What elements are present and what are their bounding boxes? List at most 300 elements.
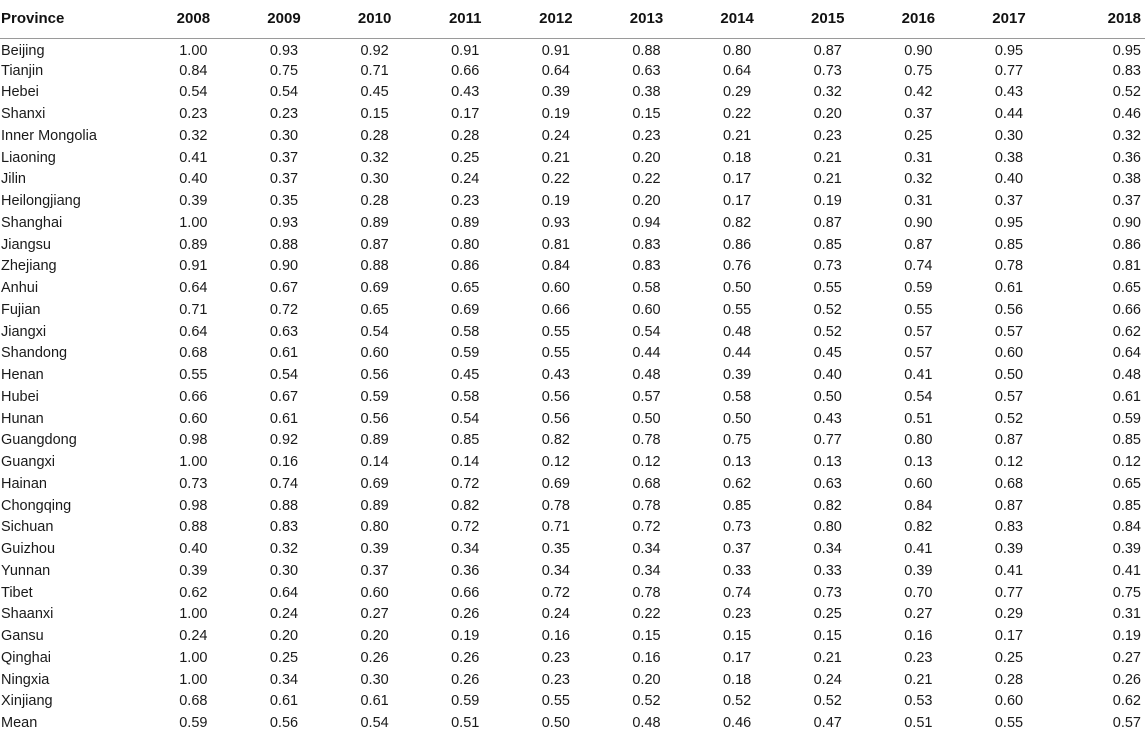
column-header-2017: 2017 bbox=[964, 0, 1055, 38]
value-cell: 0.37 bbox=[269, 171, 299, 188]
value-cell: 0.85 bbox=[451, 432, 480, 449]
value-cell: 0.85 bbox=[1112, 497, 1141, 514]
value-cell: 0.94 bbox=[632, 214, 661, 231]
value-cell: 0.12 bbox=[1112, 454, 1141, 471]
table-row bbox=[0, 495, 1145, 517]
value-cell: 0.24 bbox=[541, 127, 570, 144]
value-cell: 0.42 bbox=[904, 84, 933, 101]
value-cell: 0.90 bbox=[904, 42, 933, 59]
value-cell: 0.29 bbox=[994, 606, 1024, 623]
value-cell: 0.55 bbox=[904, 301, 933, 318]
value-cell: 0.25 bbox=[451, 149, 480, 166]
province-cell: Shanghai bbox=[1, 214, 63, 231]
value-cell: 0.41 bbox=[904, 367, 933, 384]
value-cell: 0.60 bbox=[632, 301, 661, 318]
value-cell: 0.30 bbox=[360, 171, 389, 188]
table-row bbox=[0, 169, 1145, 191]
value-cell: 0.76 bbox=[722, 258, 752, 275]
header-row bbox=[0, 0, 1145, 38]
value-cell: 0.89 bbox=[360, 497, 389, 514]
value-cell: 0.82 bbox=[541, 432, 570, 449]
value-cell: 0.52 bbox=[722, 693, 752, 710]
value-cell: 0.12 bbox=[994, 454, 1024, 471]
value-cell: 0.78 bbox=[632, 584, 661, 601]
value-cell: 0.28 bbox=[451, 127, 480, 144]
value-cell: 0.83 bbox=[632, 258, 661, 275]
value-cell: 0.73 bbox=[813, 258, 842, 275]
value-cell: 0.98 bbox=[179, 432, 208, 449]
value-cell: 0.51 bbox=[904, 410, 933, 427]
value-cell: 0.39 bbox=[179, 193, 208, 210]
value-cell: 0.48 bbox=[722, 323, 752, 340]
value-cell: 0.35 bbox=[541, 541, 570, 558]
value-cell: 0.58 bbox=[632, 280, 661, 297]
value-cell: 0.43 bbox=[994, 84, 1024, 101]
value-cell: 0.66 bbox=[179, 388, 208, 405]
value-cell: 0.64 bbox=[541, 62, 570, 79]
value-cell: 0.21 bbox=[722, 127, 752, 144]
value-cell: 0.32 bbox=[360, 149, 389, 166]
value-cell: 0.71 bbox=[541, 519, 570, 536]
province-cell: Sichuan bbox=[1, 519, 54, 536]
value-cell: 0.50 bbox=[813, 388, 842, 405]
table-row bbox=[0, 38, 1145, 60]
value-cell: 0.27 bbox=[360, 606, 389, 623]
value-cell: 0.89 bbox=[179, 236, 208, 253]
value-cell: 0.32 bbox=[179, 127, 208, 144]
value-cell: 0.63 bbox=[813, 475, 842, 492]
value-cell: 1.00 bbox=[179, 214, 208, 231]
value-cell: 0.32 bbox=[904, 171, 933, 188]
value-cell: 0.21 bbox=[813, 171, 842, 188]
value-cell: 0.68 bbox=[994, 475, 1024, 492]
value-cell: 0.84 bbox=[541, 258, 570, 275]
column-header-2010: 2010 bbox=[329, 0, 420, 38]
value-cell: 0.29 bbox=[722, 84, 752, 101]
value-cell: 0.60 bbox=[994, 693, 1024, 710]
value-cell: 0.57 bbox=[1112, 715, 1141, 732]
value-cell: 0.69 bbox=[451, 301, 480, 318]
province-cell: Liaoning bbox=[1, 149, 56, 166]
value-cell: 0.50 bbox=[632, 410, 661, 427]
value-cell: 0.69 bbox=[360, 280, 389, 297]
value-cell: 0.55 bbox=[179, 367, 208, 384]
province-cell: Zhejiang bbox=[1, 258, 57, 275]
value-cell: 0.82 bbox=[904, 519, 933, 536]
value-cell: 0.33 bbox=[722, 562, 752, 579]
value-cell: 0.63 bbox=[269, 323, 299, 340]
value-cell: 0.17 bbox=[451, 106, 480, 123]
value-cell: 0.17 bbox=[722, 649, 752, 666]
value-cell: 0.81 bbox=[541, 236, 570, 253]
column-header-2016: 2016 bbox=[873, 0, 964, 38]
value-cell: 0.40 bbox=[179, 541, 208, 558]
table-row bbox=[0, 647, 1145, 669]
value-cell: 0.88 bbox=[269, 497, 299, 514]
value-cell: 0.22 bbox=[722, 106, 752, 123]
value-cell: 0.31 bbox=[904, 149, 933, 166]
value-cell: 0.34 bbox=[813, 541, 842, 558]
value-cell: 0.25 bbox=[813, 606, 842, 623]
value-cell: 0.30 bbox=[360, 671, 389, 688]
value-cell: 0.20 bbox=[813, 106, 842, 123]
value-cell: 0.57 bbox=[904, 323, 933, 340]
value-cell: 0.39 bbox=[994, 541, 1024, 558]
province-cell: Qinghai bbox=[1, 649, 51, 666]
value-cell: 0.35 bbox=[269, 193, 299, 210]
value-cell: 0.58 bbox=[722, 388, 752, 405]
value-cell: 0.54 bbox=[269, 367, 299, 384]
value-cell: 0.87 bbox=[813, 42, 842, 59]
value-cell: 0.55 bbox=[813, 280, 842, 297]
value-cell: 0.16 bbox=[269, 454, 299, 471]
value-cell: 0.82 bbox=[451, 497, 480, 514]
value-cell: 0.85 bbox=[813, 236, 842, 253]
value-cell: 0.20 bbox=[360, 628, 389, 645]
value-cell: 0.52 bbox=[813, 323, 842, 340]
value-cell: 0.23 bbox=[269, 106, 299, 123]
value-cell: 0.34 bbox=[451, 541, 480, 558]
table-body bbox=[0, 38, 1145, 734]
province-cell: Mean bbox=[1, 715, 38, 732]
value-cell: 0.19 bbox=[813, 193, 842, 210]
table-row bbox=[0, 712, 1145, 734]
value-cell: 0.83 bbox=[632, 236, 661, 253]
value-cell: 0.60 bbox=[994, 345, 1024, 362]
province-cell: Guangdong bbox=[1, 432, 77, 449]
value-cell: 0.57 bbox=[904, 345, 933, 362]
value-cell: 0.36 bbox=[1112, 149, 1141, 166]
value-cell: 0.44 bbox=[632, 345, 661, 362]
value-cell: 0.58 bbox=[451, 388, 480, 405]
province-cell: Hunan bbox=[1, 410, 44, 427]
value-cell: 0.26 bbox=[451, 671, 480, 688]
value-cell: 0.91 bbox=[179, 258, 208, 275]
table-row bbox=[0, 103, 1145, 125]
province-cell: Yunnan bbox=[1, 562, 51, 579]
value-cell: 0.77 bbox=[813, 432, 842, 449]
value-cell: 0.23 bbox=[179, 106, 208, 123]
value-cell: 0.87 bbox=[994, 432, 1024, 449]
value-cell: 0.72 bbox=[269, 301, 299, 318]
value-cell: 0.57 bbox=[994, 323, 1024, 340]
value-cell: 0.32 bbox=[269, 541, 299, 558]
value-cell: 0.40 bbox=[813, 367, 842, 384]
value-cell: 0.20 bbox=[632, 149, 661, 166]
value-cell: 0.57 bbox=[994, 388, 1024, 405]
value-cell: 0.28 bbox=[360, 193, 389, 210]
value-cell: 0.55 bbox=[541, 345, 570, 362]
province-cell: Heilongjiang bbox=[1, 193, 81, 210]
value-cell: 0.87 bbox=[813, 214, 842, 231]
table-row bbox=[0, 691, 1145, 713]
value-cell: 1.00 bbox=[179, 606, 208, 623]
table-row bbox=[0, 60, 1145, 82]
province-cell: Hainan bbox=[1, 475, 47, 492]
value-cell: 0.24 bbox=[451, 171, 480, 188]
value-cell: 0.46 bbox=[722, 715, 752, 732]
value-cell: 0.83 bbox=[1112, 62, 1141, 79]
value-cell: 0.54 bbox=[904, 388, 933, 405]
value-cell: 0.34 bbox=[541, 562, 570, 579]
column-header-2014: 2014 bbox=[692, 0, 783, 38]
value-cell: 0.34 bbox=[632, 562, 661, 579]
table-row bbox=[0, 321, 1145, 343]
value-cell: 0.67 bbox=[269, 388, 299, 405]
value-cell: 0.30 bbox=[269, 562, 299, 579]
value-cell: 0.15 bbox=[360, 106, 389, 123]
province-cell: Jiangxi bbox=[1, 323, 47, 340]
table-row bbox=[0, 517, 1145, 539]
value-cell: 0.26 bbox=[451, 606, 480, 623]
value-cell: 0.19 bbox=[541, 106, 570, 123]
value-cell: 0.61 bbox=[360, 693, 389, 710]
value-cell: 0.89 bbox=[360, 432, 389, 449]
value-cell: 0.40 bbox=[179, 171, 208, 188]
province-cell: Tibet bbox=[1, 584, 33, 601]
value-cell: 0.70 bbox=[904, 584, 933, 601]
value-cell: 0.16 bbox=[541, 628, 570, 645]
value-cell: 0.24 bbox=[269, 606, 299, 623]
value-cell: 0.59 bbox=[904, 280, 933, 297]
value-cell: 0.65 bbox=[360, 301, 389, 318]
value-cell: 0.83 bbox=[994, 519, 1024, 536]
value-cell: 0.60 bbox=[360, 584, 389, 601]
value-cell: 0.54 bbox=[179, 84, 208, 101]
table-row bbox=[0, 560, 1145, 582]
value-cell: 0.23 bbox=[451, 193, 480, 210]
value-cell: 0.93 bbox=[269, 214, 299, 231]
value-cell: 0.28 bbox=[994, 671, 1024, 688]
value-cell: 0.93 bbox=[269, 42, 299, 59]
value-cell: 0.56 bbox=[994, 301, 1024, 318]
value-cell: 1.00 bbox=[179, 454, 208, 471]
value-cell: 0.55 bbox=[722, 301, 752, 318]
value-cell: 0.65 bbox=[1112, 475, 1141, 492]
value-cell: 0.23 bbox=[541, 649, 570, 666]
value-cell: 0.74 bbox=[722, 584, 752, 601]
value-cell: 0.64 bbox=[722, 62, 752, 79]
value-cell: 0.86 bbox=[722, 236, 752, 253]
value-cell: 0.39 bbox=[722, 367, 752, 384]
value-cell: 0.54 bbox=[360, 323, 389, 340]
value-cell: 0.17 bbox=[722, 193, 752, 210]
value-cell: 0.63 bbox=[632, 62, 661, 79]
value-cell: 0.39 bbox=[1112, 541, 1141, 558]
value-cell: 0.48 bbox=[1112, 367, 1141, 384]
value-cell: 0.56 bbox=[269, 715, 299, 732]
column-header-2008: 2008 bbox=[148, 0, 239, 38]
value-cell: 0.95 bbox=[994, 42, 1024, 59]
province-cell: Gansu bbox=[1, 628, 44, 645]
value-cell: 0.27 bbox=[1112, 649, 1141, 666]
value-cell: 0.81 bbox=[1112, 258, 1141, 275]
value-cell: 0.73 bbox=[813, 584, 842, 601]
value-cell: 0.72 bbox=[632, 519, 661, 536]
value-cell: 0.88 bbox=[269, 236, 299, 253]
value-cell: 0.61 bbox=[1112, 388, 1141, 405]
value-cell: 0.60 bbox=[360, 345, 389, 362]
value-cell: 0.84 bbox=[904, 497, 933, 514]
value-cell: 0.98 bbox=[179, 497, 208, 514]
value-cell: 0.39 bbox=[541, 84, 570, 101]
table-row bbox=[0, 190, 1145, 212]
value-cell: 0.37 bbox=[904, 106, 933, 123]
table-header bbox=[0, 0, 1145, 38]
value-cell: 0.44 bbox=[722, 345, 752, 362]
value-cell: 0.80 bbox=[722, 42, 752, 59]
value-cell: 0.52 bbox=[632, 693, 661, 710]
value-cell: 1.00 bbox=[179, 649, 208, 666]
value-cell: 0.67 bbox=[269, 280, 299, 297]
value-cell: 0.69 bbox=[360, 475, 389, 492]
value-cell: 0.53 bbox=[904, 693, 933, 710]
value-cell: 0.56 bbox=[360, 367, 389, 384]
value-cell: 0.18 bbox=[722, 149, 752, 166]
value-cell: 0.88 bbox=[360, 258, 389, 275]
value-cell: 0.85 bbox=[722, 497, 752, 514]
value-cell: 0.74 bbox=[269, 475, 299, 492]
table-row bbox=[0, 625, 1145, 647]
value-cell: 0.17 bbox=[722, 171, 752, 188]
value-cell: 0.37 bbox=[1112, 193, 1141, 210]
value-cell: 0.13 bbox=[722, 454, 752, 471]
value-cell: 1.00 bbox=[179, 42, 208, 59]
value-cell: 0.92 bbox=[269, 432, 299, 449]
table-row bbox=[0, 473, 1145, 495]
value-cell: 0.12 bbox=[541, 454, 570, 471]
value-cell: 0.68 bbox=[179, 693, 208, 710]
value-cell: 0.60 bbox=[541, 280, 570, 297]
table-row bbox=[0, 343, 1145, 365]
value-cell: 0.78 bbox=[632, 432, 661, 449]
value-cell: 0.55 bbox=[541, 693, 570, 710]
value-cell: 0.13 bbox=[813, 454, 842, 471]
value-cell: 0.71 bbox=[360, 62, 389, 79]
table-row bbox=[0, 430, 1145, 452]
value-cell: 0.43 bbox=[451, 84, 480, 101]
value-cell: 0.39 bbox=[360, 541, 389, 558]
value-cell: 0.87 bbox=[360, 236, 389, 253]
table-row bbox=[0, 125, 1145, 147]
value-cell: 0.56 bbox=[541, 388, 570, 405]
province-cell: Inner Mongolia bbox=[1, 127, 97, 144]
value-cell: 0.19 bbox=[451, 628, 480, 645]
value-cell: 0.62 bbox=[1112, 693, 1141, 710]
value-cell: 0.66 bbox=[451, 584, 480, 601]
value-cell: 0.15 bbox=[813, 628, 842, 645]
value-cell: 0.41 bbox=[994, 562, 1024, 579]
value-cell: 0.15 bbox=[632, 628, 661, 645]
value-cell: 0.59 bbox=[1112, 410, 1141, 427]
value-cell: 0.80 bbox=[904, 432, 933, 449]
value-cell: 0.13 bbox=[904, 454, 933, 471]
value-cell: 0.61 bbox=[269, 693, 299, 710]
value-cell: 0.19 bbox=[541, 193, 570, 210]
value-cell: 0.23 bbox=[541, 671, 570, 688]
value-cell: 0.46 bbox=[1112, 106, 1141, 123]
value-cell: 0.82 bbox=[722, 214, 752, 231]
value-cell: 0.23 bbox=[904, 649, 933, 666]
value-cell: 0.52 bbox=[813, 693, 842, 710]
value-cell: 0.18 bbox=[722, 671, 752, 688]
value-cell: 0.17 bbox=[994, 628, 1024, 645]
province-cell: Ningxia bbox=[1, 671, 50, 688]
value-cell: 0.72 bbox=[541, 584, 570, 601]
value-cell: 0.64 bbox=[1112, 345, 1141, 362]
value-cell: 0.61 bbox=[269, 410, 299, 427]
value-cell: 0.48 bbox=[632, 367, 661, 384]
value-cell: 0.32 bbox=[813, 84, 842, 101]
value-cell: 0.21 bbox=[813, 149, 842, 166]
province-cell: Chongqing bbox=[1, 497, 72, 514]
value-cell: 0.93 bbox=[541, 214, 570, 231]
value-cell: 0.15 bbox=[722, 628, 752, 645]
value-cell: 0.37 bbox=[722, 541, 752, 558]
value-cell: 0.84 bbox=[1112, 519, 1141, 536]
table-row bbox=[0, 669, 1145, 691]
value-cell: 0.38 bbox=[994, 149, 1024, 166]
value-cell: 0.31 bbox=[1112, 606, 1141, 623]
value-cell: 0.59 bbox=[179, 715, 208, 732]
value-cell: 0.55 bbox=[541, 323, 570, 340]
value-cell: 0.50 bbox=[994, 367, 1024, 384]
province-cell: Guangxi bbox=[1, 454, 56, 471]
value-cell: 0.68 bbox=[632, 475, 661, 492]
value-cell: 0.54 bbox=[360, 715, 389, 732]
value-cell: 0.34 bbox=[269, 671, 299, 688]
value-cell: 0.39 bbox=[179, 562, 208, 579]
value-cell: 0.50 bbox=[541, 715, 570, 732]
value-cell: 0.41 bbox=[179, 149, 208, 166]
value-cell: 0.77 bbox=[994, 62, 1024, 79]
province-cell: Henan bbox=[1, 367, 44, 384]
value-cell: 1.00 bbox=[179, 671, 208, 688]
value-cell: 0.72 bbox=[451, 475, 480, 492]
value-cell: 0.37 bbox=[269, 149, 299, 166]
value-cell: 0.75 bbox=[904, 62, 933, 79]
value-cell: 0.20 bbox=[632, 193, 661, 210]
table-row bbox=[0, 299, 1145, 321]
value-cell: 0.68 bbox=[179, 345, 208, 362]
table-row bbox=[0, 147, 1145, 169]
value-cell: 0.44 bbox=[994, 106, 1024, 123]
value-cell: 0.66 bbox=[1112, 301, 1141, 318]
value-cell: 0.91 bbox=[451, 42, 480, 59]
province-cell: Jiangsu bbox=[1, 236, 51, 253]
value-cell: 0.66 bbox=[451, 62, 480, 79]
value-cell: 0.88 bbox=[179, 519, 208, 536]
value-cell: 0.51 bbox=[451, 715, 480, 732]
value-cell: 0.38 bbox=[1112, 171, 1141, 188]
value-cell: 0.88 bbox=[632, 42, 661, 59]
value-cell: 0.59 bbox=[451, 345, 480, 362]
table-row bbox=[0, 451, 1145, 473]
value-cell: 0.62 bbox=[722, 475, 752, 492]
value-cell: 0.78 bbox=[994, 258, 1024, 275]
value-cell: 0.91 bbox=[541, 42, 570, 59]
value-cell: 0.59 bbox=[451, 693, 480, 710]
value-cell: 0.26 bbox=[1112, 671, 1141, 688]
value-cell: 0.28 bbox=[360, 127, 389, 144]
province-cell: Shaanxi bbox=[1, 606, 54, 623]
value-cell: 0.72 bbox=[451, 519, 480, 536]
value-cell: 0.85 bbox=[1112, 432, 1141, 449]
value-cell: 0.34 bbox=[632, 541, 661, 558]
value-cell: 0.37 bbox=[360, 562, 389, 579]
value-cell: 0.23 bbox=[632, 127, 661, 144]
column-header-2018: 2018 bbox=[1054, 0, 1145, 38]
